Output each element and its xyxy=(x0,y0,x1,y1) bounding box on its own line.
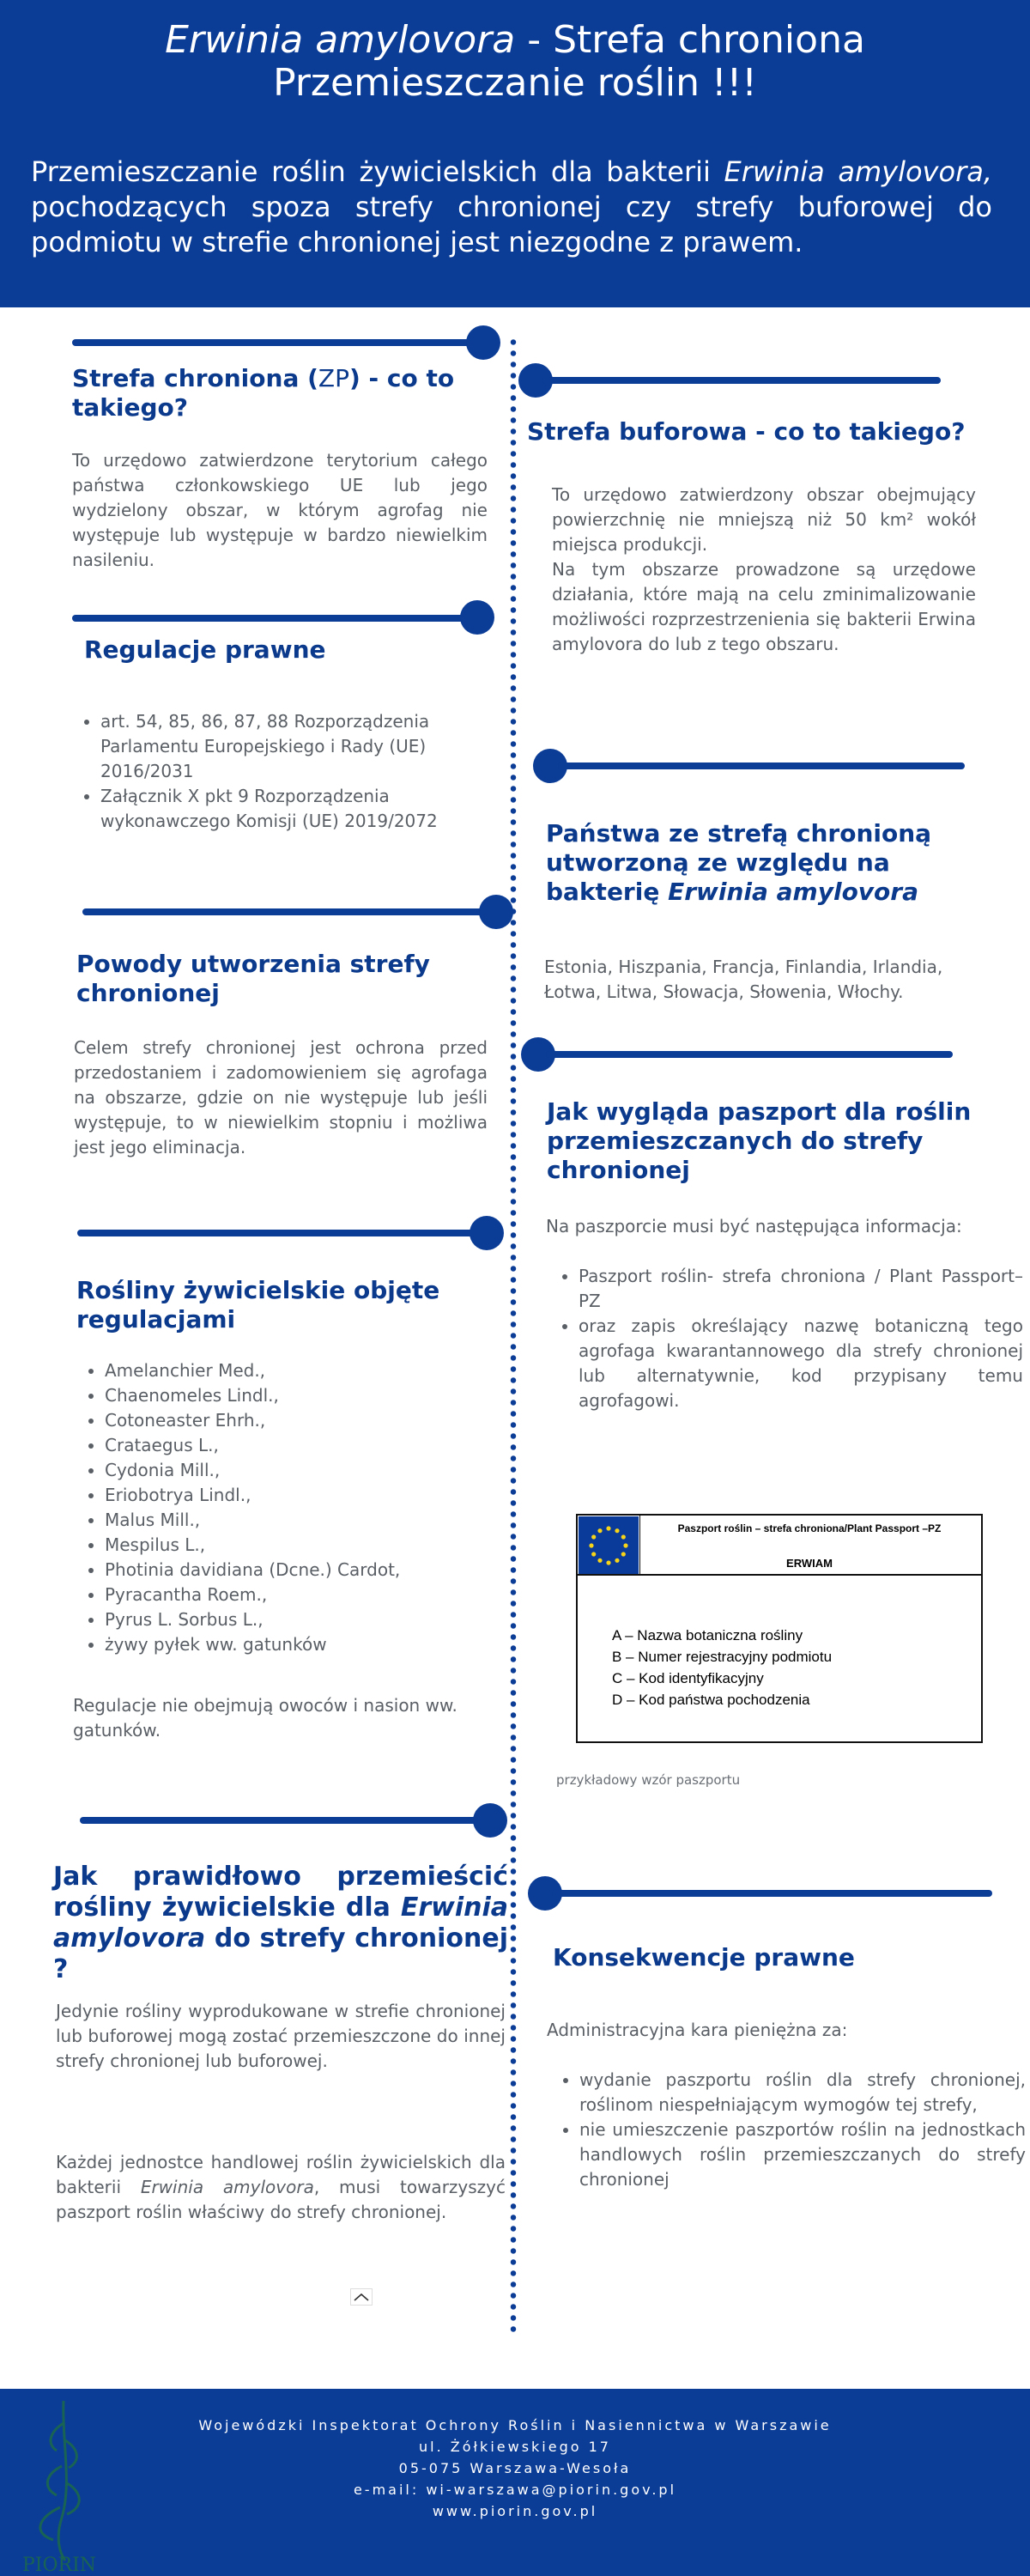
section-title-buffer-zone: Strefa buforowa - co to takiego? xyxy=(527,417,966,446)
footer-line: 05-075 Warszawa-Wesoła xyxy=(398,2460,632,2476)
timeline-node xyxy=(473,1803,507,1838)
passport-requirements-list xyxy=(546,1264,1023,1413)
host-plants-list xyxy=(72,1358,517,1657)
list-item: • Photinia davidiana (Dcne.) Cardot, xyxy=(105,1558,517,1583)
divider-line xyxy=(82,908,486,915)
footer-line: Wojewódzki Inspektorat Ochrony Roślin i Nasiennictwa w Warszawie xyxy=(198,2417,832,2433)
timeline-dotted-line xyxy=(509,337,518,2336)
section-title-regulations: Regulacje prawne xyxy=(84,635,326,664)
footer-contact xyxy=(0,2415,1030,2522)
list-item: • nie umieszczenie paszportów roślin na jednostkach handlowych roślin przemieszczanych do strefy chronionej xyxy=(579,2117,1026,2192)
list-item: • Załącznik X pkt 9 Rozporządzenia wykonawczego Komisji (UE) 2019/2072 xyxy=(100,784,524,834)
text-part: , musi towarzyszyć paszport roślin właściwy do strefy chronionej. xyxy=(56,2177,506,2222)
passport-code: ERWIAM xyxy=(786,1557,833,1570)
countries-text: Estonia, Hiszpania, Francja, Finlandia, Irlandia, Łotwa, Litwa, Słowacja, Słowenia, Włochy. xyxy=(544,957,943,1002)
title-rest: - Strefa chroniona xyxy=(515,18,865,62)
divider-line xyxy=(542,377,941,384)
passport-field: A – Nazwa botaniczna rośliny xyxy=(612,1627,803,1643)
section-title-passport: Jak wygląda paszport dla roślin przemieszczanych do strefy chronionej xyxy=(547,1097,972,1184)
timeline-node xyxy=(470,1216,504,1250)
title-line2: Przemieszczanie roślin !!! xyxy=(273,61,757,105)
list-item: • żywy pyłek ww. gatunków xyxy=(105,1632,517,1657)
title-part: Strefa chroniona ( xyxy=(72,364,318,392)
divider-line xyxy=(552,1890,992,1897)
section-title-consequences: Konsekwencje prawne xyxy=(553,1943,855,1971)
timeline-node xyxy=(466,325,500,360)
eu-stars-icon xyxy=(579,1516,639,1575)
passport-fields xyxy=(612,1625,832,1710)
buffer-zone-text xyxy=(552,483,976,657)
section-title-how-to-move xyxy=(53,1862,508,1985)
footer-line: e-mail: wi-warszawa@piorin.gov.pl xyxy=(353,2482,677,2498)
footer-banner xyxy=(0,2389,1030,2576)
passport-field: B – Numer rejestracyjny podmiotu xyxy=(612,1649,833,1665)
list-item: • wydanie paszportu roślin dla strefy chronionej, roślinom niespełniającym wymogów tej strefy, xyxy=(579,2068,1026,2117)
passport-field: D – Kod państwa pochodzenia xyxy=(612,1692,810,1708)
divider-line xyxy=(77,1230,481,1236)
list-item: • Pyrus L. Sorbus L., xyxy=(105,1607,517,1632)
intro-part2: pochodzących spoza strefy chronionej czy strefy buforowej do podmiotu w strefie chronionej jest niezgodne z prawem. xyxy=(31,191,992,258)
list-item: • Pyracantha Roem., xyxy=(105,1583,517,1607)
list-item: • Cydonia Mill., xyxy=(105,1458,517,1483)
timeline-node xyxy=(460,600,494,635)
passport-title: Paszport roślin – strefa chroniona/Plant Passport –PZ xyxy=(677,1522,942,1534)
list-item: • Malus Mill., xyxy=(105,1508,517,1533)
chevron-up-icon xyxy=(350,2288,373,2306)
footer-line: ul. Żółkiewskiego 17 xyxy=(419,2439,611,2455)
buffer-zone-text1: To urzędowo zatwierdzony obszar obejmujący powierzchnię nie mniejszą niż 50 km² wokół miejsca produkcji. xyxy=(552,484,976,555)
piorin-logo-icon xyxy=(12,2389,106,2576)
passport-lead: Na paszporcie musi być następująca informacja: xyxy=(546,1216,962,1236)
section-title-protected-zone xyxy=(72,364,476,422)
how-to-move-text1: Jedynie rośliny wyprodukowane w strefie chronionej lub buforowej mogą zostać przemieszczone do innej strefy chronionej lub buforowej. xyxy=(56,2001,506,2071)
regulations-list xyxy=(68,709,524,834)
divider-line xyxy=(80,1817,483,1824)
consequences-list xyxy=(547,2068,1026,2192)
page-title xyxy=(0,19,1030,105)
divider-line xyxy=(72,339,484,346)
title-italic: Erwinia amylovora xyxy=(668,878,918,906)
title-part: ) - co to takiego? xyxy=(72,364,455,422)
section-title-host-plants: Rośliny żywicielskie objęte regulacjami xyxy=(76,1276,440,1334)
passport-caption: przykładowy wzór paszportu xyxy=(556,1772,741,1788)
list-item: • Paszport roślin- strefa chroniona / Plant Passport–PZ xyxy=(579,1264,1023,1314)
host-plants-note: Regulacje nie obejmują owoców i nasion ww. gatunków. xyxy=(73,1695,457,1741)
intro-text xyxy=(31,155,992,260)
reasons-text: Celem strefy chronionej jest ochrona przed przedostaniem i zadomowieniem się agrofaga na obszarze, gdzie on nie występuje lub jeśli występuje, to w niewielkim stopniu i możliwa jest jego eliminacja. xyxy=(74,1037,488,1157)
list-item: • Cotoneaster Ehrh., xyxy=(105,1408,517,1433)
intro-part1: Przemieszczanie roślin żywicielskich dla bakterii xyxy=(31,155,724,188)
header-banner xyxy=(0,0,1030,307)
consequences-lead: Administracyjna kara pieniężna za: xyxy=(547,2020,848,2040)
buffer-zone-text2: Na tym obszarze prowadzone są urzędowe działania, które mają na celu zminimalizowanie możliwości rozprzestrzenienia się bakterii Erwina amylovora do lub z tego obszaru. xyxy=(552,559,976,654)
title-part: Jak prawidłowo przemieścić rośliny żywicielskie dla xyxy=(53,1862,508,1923)
title-italic: Erwinia amylovora xyxy=(53,1893,508,1953)
text-part: Każdej jednostce handlowej roślin żywicielskich dla bakterii xyxy=(56,2152,506,2197)
passport-field: C – Kod identyfikacyjny xyxy=(612,1670,764,1686)
divider-line xyxy=(558,762,965,769)
list-item: • Chaenomeles Lindl., xyxy=(105,1383,517,1408)
list-item: • oraz zapis określający nazwę botaniczną tego agrofaga kwarantannowego dla strefy chronionej lub alternatywnie, kod przypisany temu agrofagowi. xyxy=(579,1314,1023,1413)
title-italic: Erwinia amylovora xyxy=(165,18,516,62)
title-part: Państwa ze strefą chronioną utworzoną ze względu na bakterię xyxy=(546,819,932,906)
list-item: • Crataegus L., xyxy=(105,1433,517,1458)
title-part: do strefy chronionej ? xyxy=(53,1923,508,1984)
title-abbr: ZP xyxy=(318,364,349,392)
passport-sample-card xyxy=(576,1514,983,1743)
footer-line: www.piorin.gov.pl xyxy=(432,2503,598,2519)
text-italic: Erwinia amylovora xyxy=(140,2177,314,2197)
timeline-node xyxy=(479,895,513,929)
list-item: • Mespilus L., xyxy=(105,1533,517,1558)
protected-zone-text: To urzędowo zatwierdzone terytorium całego państwa członkowskiego UE lub jego wydzielony obszar, w którym agrofag nie występuje lub występuje w bardzo niewielkim nasileniu. xyxy=(72,450,488,570)
logo-text: PIORIN xyxy=(21,2555,97,2576)
intro-italic: Erwinia amylovora, xyxy=(724,155,992,188)
list-item: • Eriobotrya Lindl., xyxy=(105,1483,517,1508)
eu-flag-icon xyxy=(579,1516,639,1575)
how-to-move-text2 xyxy=(56,2150,506,2225)
list-item: • art. 54, 85, 86, 87, 88 Rozporządzenia Parlamentu Europejskiego i Rady (UE) 2016/2031 xyxy=(100,709,524,784)
passport-header-divider xyxy=(578,1574,981,1576)
section-title-countries xyxy=(546,819,992,907)
list-item: • Amelanchier Med., xyxy=(105,1358,517,1383)
divider-line xyxy=(546,1051,953,1058)
section-title-reasons: Powody utworzenia strefy chronionej xyxy=(76,950,430,1007)
divider-line xyxy=(72,615,484,622)
